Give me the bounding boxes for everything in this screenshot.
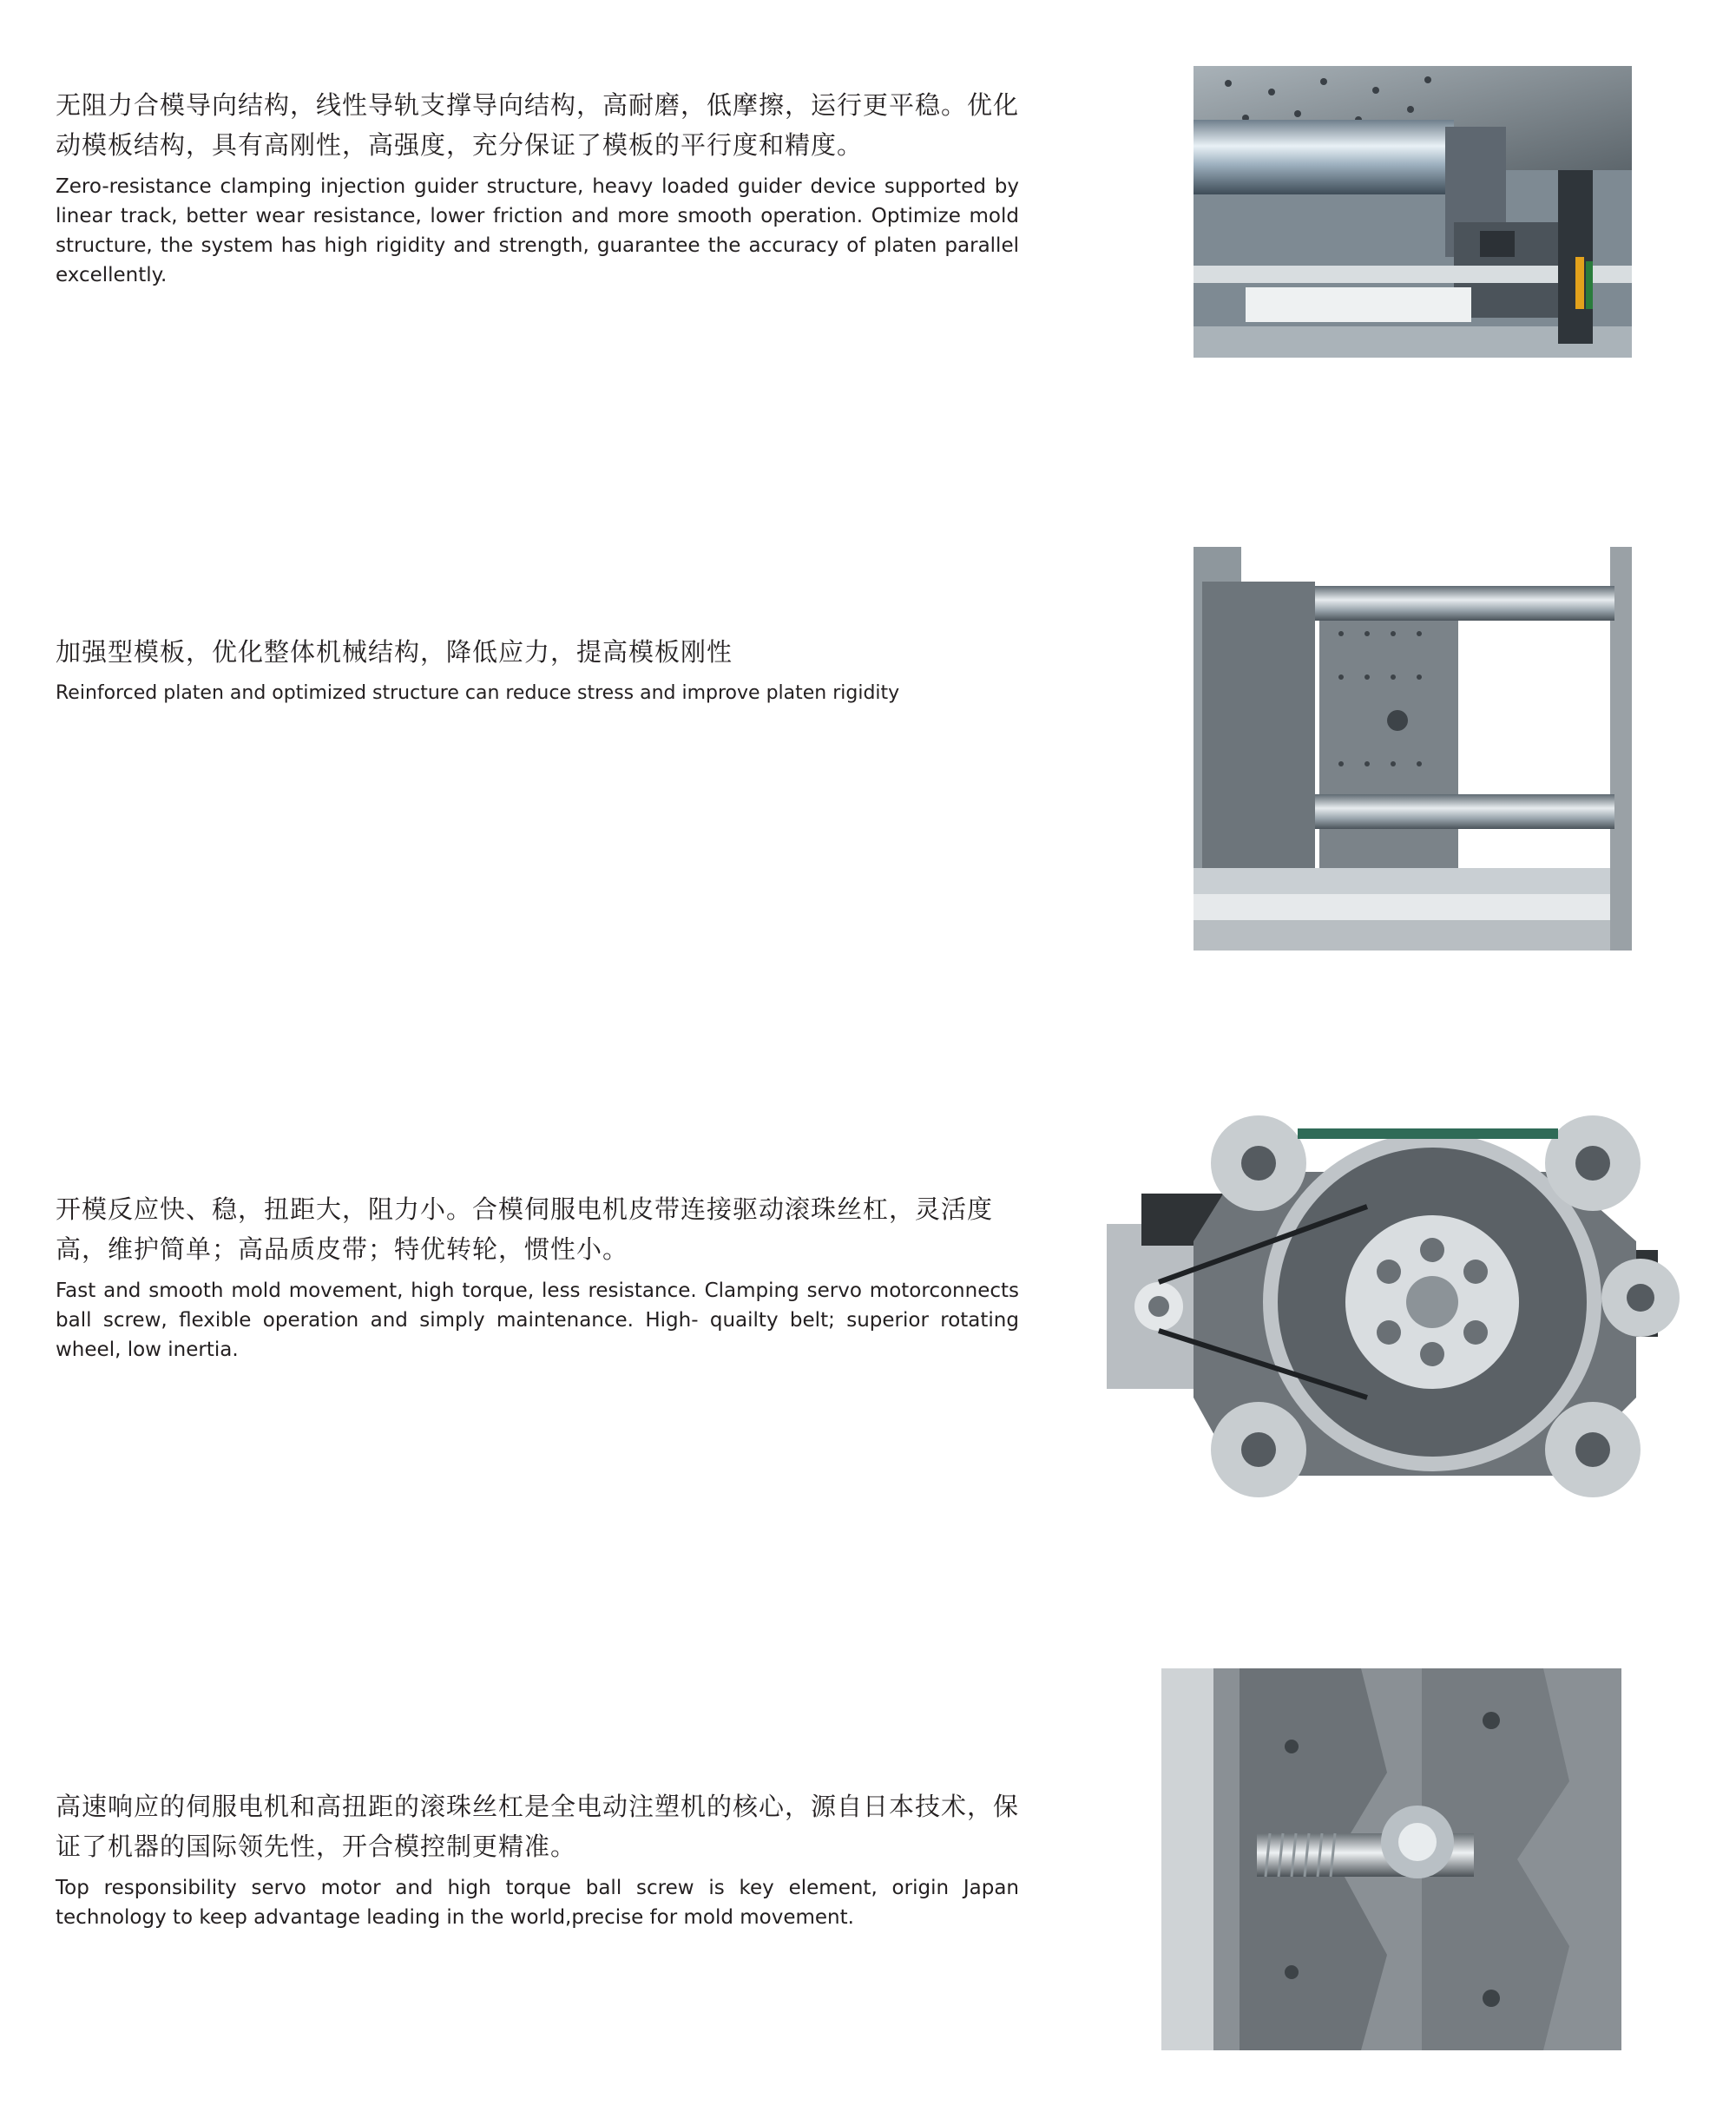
feature-section-4	[56, 1786, 1019, 1932]
servo-gear-drive-photo	[1107, 1111, 1688, 1497]
feature-2-chinese-text: 加强型模板，优化整体机械结构，降低应力，提高模板刚性	[56, 637, 733, 667]
feature-4-chinese-text: 高速响应的伺服电机和高扭距的滚珠丝杠是全电动注塑机的核心，源自日本技术，保证了机器的国际领先性，开合模控制更精准。	[56, 1792, 1020, 1861]
feature-section-1	[56, 85, 1019, 290]
feature-3-english-text: Fast and smooth mold movement, high torque, less resistance. Clamping servo motorconnects ball screw, flexible operation and simply maintenance. High- quailty belt; superior rotating wheel, low inertia.	[56, 1279, 1019, 1361]
feature-section-3	[56, 1189, 1019, 1365]
feature-2-english-text: Reinforced platen and optimized structure can reduce stress and improve platen rigidity	[56, 682, 900, 704]
feature-section-2	[56, 632, 1019, 708]
platen-tie-bar-photo	[1194, 547, 1632, 951]
feature-3-chinese-text: 开模反应快、稳，扭距大，阻力小。合模伺服电机皮带连接驱动滚珠丝杠，灵活度高，维护简单；高品质皮带；特优转轮，惯性小。	[56, 1194, 994, 1264]
feature-4-english-text: Top responsibility servo motor and high torque ball screw is key element, origin Japan technology to keep advantage leading in the world,precise for mold movement.	[56, 1877, 1019, 1929]
feature-1-english-text: Zero-resistance clamping injection guider structure, heavy loaded guider device supported by linear track, better wear resistance, lower friction and more smooth operation. Optimize mold structure, the system has high rigidity and strength, guarantee the accuracy of platen parallel excellently.	[56, 175, 1019, 286]
ball-screw-toggle-photo	[1161, 1668, 1621, 2050]
feature-1-chinese-text: 无阻力合模导向结构，线性导轨支撑导向结构，高耐磨，低摩擦，运行更平稳。优化动模板结构，具有高刚性，高强度，充分保证了模板的平行度和精度。	[56, 90, 1020, 160]
linear-guide-rail-photo	[1194, 66, 1632, 358]
